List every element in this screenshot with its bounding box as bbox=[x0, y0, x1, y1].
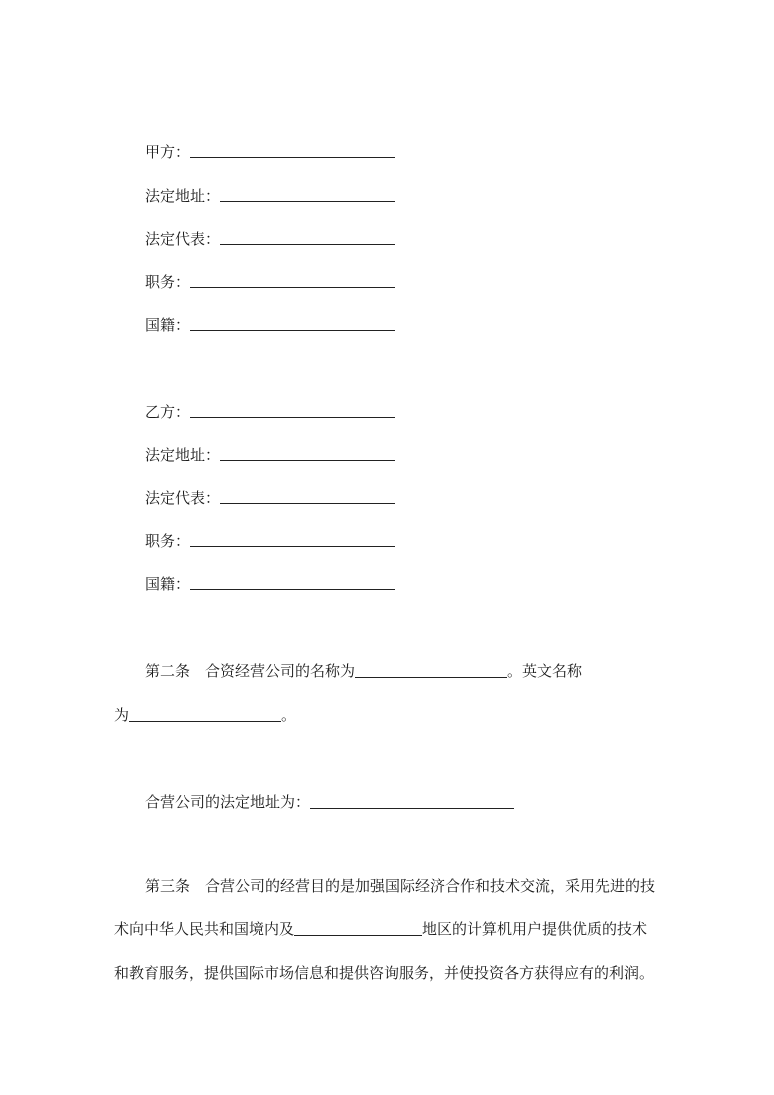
party-b-rep-field bbox=[145, 489, 395, 507]
party-a-nationality-label: 国籍： bbox=[145, 316, 191, 334]
legal-address-text: 合营公司的法定地址为： bbox=[145, 793, 311, 811]
legal-address-blank[interactable] bbox=[310, 794, 514, 809]
article-2-line-2-suffix: 。 bbox=[281, 706, 297, 724]
party-a-name-field bbox=[145, 143, 395, 161]
article-2-line-1 bbox=[145, 662, 582, 680]
party-b-address-blank[interactable] bbox=[220, 446, 395, 461]
party-b-address-field bbox=[145, 446, 395, 464]
article-3-line-2 bbox=[114, 920, 647, 938]
company-name-blank[interactable] bbox=[355, 663, 507, 678]
party-a-rep-blank[interactable] bbox=[220, 230, 395, 245]
party-a-rep-label: 法定代表： bbox=[145, 230, 221, 248]
party-a-address-blank[interactable] bbox=[220, 187, 395, 202]
article-2-line-2-prefix: 为 bbox=[114, 706, 130, 724]
party-b-address-label: 法定地址： bbox=[145, 446, 221, 464]
article-2-line-1-prefix: 第二条 合资经营公司的名称为 bbox=[145, 662, 356, 680]
party-b-name-blank[interactable] bbox=[190, 403, 395, 418]
party-b-rep-blank[interactable] bbox=[220, 489, 395, 504]
article-3-line-1: 第三条 合营公司的经营目的是加强国际经济合作和技术交流，采用先进的技 bbox=[145, 877, 656, 895]
article-2-line-1-suffix: 。英文名称 bbox=[507, 662, 583, 680]
article-3-line-2-prefix: 术向中华人民共和国境内及 bbox=[114, 920, 295, 938]
party-a-address-label: 法定地址： bbox=[145, 187, 221, 205]
party-a-address-field bbox=[145, 187, 395, 205]
party-b-nationality-blank[interactable] bbox=[190, 575, 395, 590]
party-b-name-field bbox=[145, 403, 395, 421]
party-b-title-field bbox=[145, 532, 395, 550]
legal-address-line bbox=[145, 793, 514, 811]
party-b-rep-label: 法定代表： bbox=[145, 489, 221, 507]
party-a-name-blank[interactable] bbox=[190, 143, 395, 158]
party-a-title-label: 职务： bbox=[145, 273, 191, 291]
party-a-name-label: 甲方： bbox=[145, 143, 191, 161]
party-a-title-blank[interactable] bbox=[190, 273, 395, 288]
party-a-nationality-blank[interactable] bbox=[190, 316, 395, 331]
region-blank[interactable] bbox=[294, 921, 422, 936]
party-b-nationality-label: 国籍： bbox=[145, 575, 191, 593]
article-3-line-2-suffix: 地区的计算机用户提供优质的技术 bbox=[422, 920, 648, 938]
party-a-rep-field bbox=[145, 230, 395, 248]
party-a-nationality-field bbox=[145, 316, 395, 334]
party-b-title-blank[interactable] bbox=[190, 532, 395, 547]
english-name-blank[interactable] bbox=[129, 707, 281, 722]
article-3-line-3: 和教育服务，提供国际市场信息和提供咨询服务，并使投资各方获得应有的利润。 bbox=[114, 964, 655, 982]
party-b-name-label: 乙方： bbox=[145, 403, 191, 421]
party-a-title-field bbox=[145, 273, 395, 291]
party-b-nationality-field bbox=[145, 575, 395, 593]
article-2-line-2 bbox=[114, 706, 296, 724]
party-b-title-label: 职务： bbox=[145, 532, 191, 550]
